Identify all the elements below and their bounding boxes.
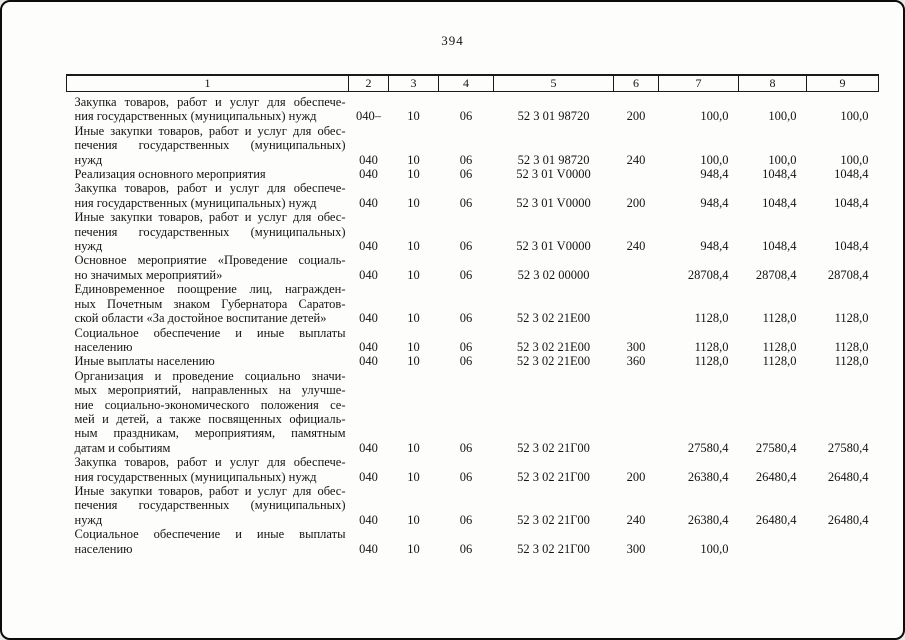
cell-col-5: 52 3 02 21Г00 [517, 469, 590, 484]
cell-col-7: 1128,0 [694, 311, 729, 326]
row-description [67, 210, 349, 253]
cell-col-2: 040 [359, 311, 378, 326]
column-header-1: 1 [67, 75, 349, 92]
description-line: ным праздникам, мероприятиям, памятным [74, 426, 346, 441]
description-line: печения государственных (муниципальных) [74, 138, 346, 153]
description-line: Социальное обеспечение и иные выплаты [74, 325, 346, 340]
cell-col-7: 948,4 [700, 239, 729, 254]
description-line: нужд [74, 239, 103, 254]
cell-col-2: 040 [359, 440, 378, 455]
row-description [67, 527, 349, 556]
cell-col-7: 948,4 [700, 195, 729, 210]
row-description [67, 354, 349, 368]
cell-col-9: 100,0 [840, 152, 869, 167]
table-row [67, 455, 879, 484]
column-header-4: 4 [439, 75, 494, 92]
cell-col-4: 06 [459, 109, 473, 124]
cell-col-9: 28708,4 [827, 267, 869, 282]
cell-col-5: 52 3 01 V0000 [516, 167, 591, 182]
cell-col-2: 040 [359, 267, 378, 282]
cell-col-6 [614, 167, 659, 181]
table-row [67, 484, 879, 527]
column-header-5: 5 [494, 75, 614, 92]
description-line: ния государственных (муниципальных) нужд [74, 195, 317, 210]
table-header-row [67, 75, 879, 92]
description-line: Социальное обеспечение и иные выплаты [74, 527, 346, 542]
cell-col-5: 52 3 02 21Е00 [516, 311, 591, 326]
cell-col-3: 10 [407, 339, 420, 354]
table-row [67, 326, 879, 355]
cell-col-9: 27580,4 [827, 440, 869, 455]
table-row [67, 369, 879, 455]
table-row [67, 124, 879, 167]
cell-col-9: 100,0 [840, 109, 869, 124]
cell-col-3: 10 [407, 167, 420, 182]
cell-col-6 [614, 369, 659, 455]
description-line: ния государственных (муниципальных) нужд [74, 109, 317, 124]
cell-col-4: 06 [459, 267, 473, 282]
description-line: мых мероприятий, направленных на улучше- [74, 383, 346, 398]
cell-col-4: 06 [459, 440, 473, 455]
cell-col-2: 040 [359, 152, 378, 167]
row-description [67, 253, 349, 282]
cell-col-8: 26480,4 [755, 512, 797, 527]
row-description [67, 455, 349, 484]
budget-table-body [67, 92, 879, 557]
row-description [67, 484, 349, 527]
cell-col-2: 040– [356, 109, 381, 124]
table-row [67, 210, 879, 253]
cell-col-9: 1128,0 [834, 354, 869, 369]
cell-col-5: 52 3 02 21Е00 [516, 354, 591, 369]
cell-col-7: 948,4 [700, 167, 729, 182]
row-description [67, 181, 349, 210]
row-description [67, 282, 349, 325]
column-header-6: 6 [614, 75, 659, 92]
table-row [67, 92, 879, 124]
cell-col-4: 06 [459, 311, 473, 326]
cell-col-9 [807, 527, 879, 556]
cell-col-5: 52 3 02 21Г00 [517, 440, 590, 455]
cell-col-8: 100,0 [768, 109, 797, 124]
cell-col-4: 06 [459, 339, 473, 354]
cell-col-3: 10 [407, 109, 420, 124]
cell-col-6: 200 [626, 109, 646, 124]
cell-col-8: 1048,4 [762, 167, 797, 182]
cell-col-5: 52 3 01 V0000 [516, 239, 591, 254]
description-line: печения государственных (муниципальных) [74, 498, 346, 513]
description-line: населению [74, 339, 133, 354]
cell-col-7: 1128,0 [694, 354, 729, 369]
cell-col-4: 06 [459, 167, 473, 182]
row-description [67, 369, 349, 455]
cell-col-9: 1128,0 [834, 311, 869, 326]
row-description [67, 167, 349, 181]
description-line: Единовременное поощрение лиц, награжден- [74, 282, 346, 297]
cell-col-2: 040 [359, 167, 378, 182]
cell-col-8: 1128,0 [762, 311, 797, 326]
cell-col-2: 040 [359, 195, 378, 210]
cell-col-2: 040 [359, 354, 378, 369]
description-line: но значимых мероприятий» [74, 267, 223, 282]
cell-col-5: 52 3 02 21Е00 [516, 339, 591, 354]
cell-col-8: 27580,4 [755, 440, 797, 455]
table-row [67, 167, 879, 181]
cell-col-7: 26380,4 [687, 469, 729, 484]
cell-col-3: 10 [407, 469, 420, 484]
cell-col-7: 26380,4 [687, 512, 729, 527]
cell-col-5: 52 3 01 98720 [517, 109, 590, 124]
cell-col-4: 06 [459, 541, 473, 556]
cell-col-6: 200 [626, 195, 646, 210]
description-line: нужд [74, 152, 103, 167]
description-line: ния государственных (муниципальных) нужд [74, 469, 317, 484]
description-line: Иные выплаты населению [74, 354, 215, 369]
cell-col-3: 10 [407, 512, 420, 527]
cell-col-8: 1128,0 [762, 339, 797, 354]
description-line: нужд [74, 512, 103, 527]
description-line: Закупка товаров, работ и услуг для обеспече- [74, 455, 346, 470]
row-description [67, 124, 349, 167]
cell-col-4: 06 [459, 354, 473, 369]
cell-col-9: 26480,4 [827, 469, 869, 484]
cell-col-3: 10 [407, 267, 420, 282]
description-line: Иные закупки товаров, работ и услуг для обес- [74, 483, 346, 498]
cell-col-2: 040 [359, 469, 378, 484]
cell-col-6: 300 [626, 339, 646, 354]
cell-col-9: 1048,4 [834, 239, 869, 254]
cell-col-9: 26480,4 [827, 512, 869, 527]
table-row [67, 527, 879, 556]
cell-col-7: 100,0 [700, 541, 729, 556]
cell-col-6: 240 [626, 152, 646, 167]
table-row [67, 181, 879, 210]
column-header-9: 9 [807, 75, 879, 92]
row-description [67, 92, 349, 124]
cell-col-7: 1128,0 [694, 339, 729, 354]
cell-col-6 [614, 282, 659, 325]
description-line: датам и событиям [74, 440, 171, 455]
cell-col-7: 100,0 [700, 152, 729, 167]
cell-col-2: 040 [359, 512, 378, 527]
cell-col-3: 10 [407, 152, 420, 167]
cell-col-7: 28708,4 [687, 267, 729, 282]
table-row [67, 282, 879, 325]
cell-col-6 [614, 253, 659, 282]
cell-col-9: 1128,0 [834, 339, 869, 354]
description-line: Закупка товаров, работ и услуг для обеспече- [74, 181, 346, 196]
cell-col-3: 10 [407, 239, 420, 254]
budget-table [66, 74, 879, 556]
cell-col-5: 52 3 01 98720 [517, 152, 590, 167]
cell-col-2: 040 [359, 541, 378, 556]
cell-col-4: 06 [459, 152, 473, 167]
column-header-2: 2 [349, 75, 389, 92]
table-row [67, 354, 879, 368]
description-line: населению [74, 541, 133, 556]
cell-col-8 [739, 527, 807, 556]
cell-col-3: 10 [407, 541, 420, 556]
cell-col-8: 26480,4 [755, 469, 797, 484]
cell-col-6: 200 [626, 469, 646, 484]
cell-col-4: 06 [459, 239, 473, 254]
cell-col-8: 28708,4 [755, 267, 797, 282]
cell-col-5: 52 3 02 21Г00 [517, 512, 590, 527]
description-line: Иные закупки товаров, работ и услуг для обес- [74, 210, 346, 225]
row-description [67, 326, 349, 355]
cell-col-3: 10 [407, 195, 420, 210]
cell-col-8: 100,0 [768, 152, 797, 167]
column-header-7: 7 [659, 75, 739, 92]
description-line: печения государственных (муниципальных) [74, 224, 346, 239]
cell-col-4: 06 [459, 512, 473, 527]
cell-col-6: 360 [626, 354, 646, 369]
cell-col-4: 06 [459, 195, 473, 210]
cell-col-5: 52 3 02 00000 [517, 267, 590, 282]
cell-col-6: 240 [626, 239, 646, 254]
cell-col-6: 300 [626, 541, 646, 556]
description-line: Организация и проведение социально значи- [74, 368, 346, 383]
cell-col-8: 1048,4 [762, 239, 797, 254]
cell-col-9: 1048,4 [834, 167, 869, 182]
cell-col-8: 1048,4 [762, 195, 797, 210]
description-line: Основное мероприятие «Проведение социаль- [74, 253, 346, 268]
cell-col-6: 240 [626, 512, 646, 527]
cell-col-5: 52 3 01 V0000 [516, 195, 591, 210]
cell-col-3: 10 [407, 440, 420, 455]
column-header-8: 8 [739, 75, 807, 92]
description-line: ской области «За достойное воспитание детей» [74, 311, 327, 326]
description-line: ных Почетным знаком Губернатора Саратов- [74, 296, 346, 311]
cell-col-5: 52 3 02 21Г00 [517, 541, 590, 556]
cell-col-9: 1048,4 [834, 195, 869, 210]
description-line: ние социально-экономического положения се- [74, 397, 346, 412]
description-line: Реализация основного мероприятия [74, 167, 266, 182]
cell-col-8: 1128,0 [762, 354, 797, 369]
table-header [67, 75, 879, 92]
column-header-3: 3 [389, 75, 439, 92]
cell-col-2: 040 [359, 239, 378, 254]
cell-col-3: 10 [407, 354, 420, 369]
cell-col-7: 100,0 [700, 109, 729, 124]
page-number: 394 [441, 33, 464, 48]
description-line: Иные закупки товаров, работ и услуг для обес- [74, 123, 346, 138]
description-line: мей и детей, а также посвященных официаль- [74, 411, 346, 426]
table-row [67, 253, 879, 282]
cell-col-2: 040 [359, 339, 378, 354]
description-line: Закупка товаров, работ и услуг для обеспече- [74, 95, 346, 109]
cell-col-4: 06 [459, 469, 473, 484]
cell-col-3: 10 [407, 311, 420, 326]
cell-col-7: 27580,4 [687, 440, 729, 455]
